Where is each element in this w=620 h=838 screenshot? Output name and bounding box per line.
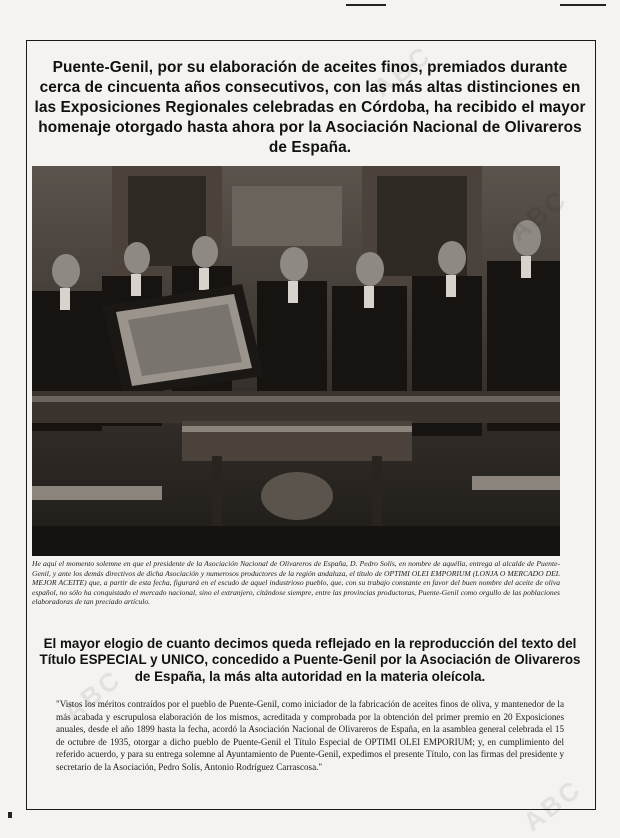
title-text-quote: "Vistos los méritos contraídos por el pueblo de Puente-Genil, como iniciador de la fabricación de aceites finos de oliva, y mantenedor de la más acabada y escrupulosa elaboración de los mismos, acreditada y comprobada por la obtención del primer premio en 20 Exposiciones anuales, desde el año 1899 hasta la fecha, acordó la Asociación Nacional de Olivareros de España, en la asamblea general celebrada el 15 de octubre de 1935, otorgar a dicho pueblo de Puente-Genil el Título Especial de OPTIMI OLEI EMPORIUM; y, en cumplimiento del referido acuerdo, y para su entrega solemne al Ayuntamiento de Puente-Genil, expedimos el presente Título, con las firmas del presidente y secretario de la Asociación, Pedro Solís, Antonio Rodríguez Carrascosa." — [56, 699, 564, 772]
top-rule-1 — [346, 4, 386, 6]
headline: Puente-Genil, por su elaboración de aceites finos, premiados durante cerca de cincuenta años consecutivos, con las más altas distinciones en las Exposiciones Regionales celebradas en Córdoba, ha recibido el mayor homenaje otorgado hasta ahora por la Asociación Nacional de Olivareros de España. — [34, 59, 586, 156]
photo-caption: He aquí el momento solemne en que el presidente de la Asociación Nacional de Olivareros de España, D. Pedro Solís, en nombre de aquélla, entrega al alcalde de Puente-Genil, y ante los demás directivos de dicha Asociación y numerosos productores de la región andaluza, el título de OPTIMI OLEI EMPORIUM (LONJA O MERCADO DEL MEJOR ACEITE) que, a partir de esta fecha, figurará en el escudo de aquel industrioso pueblo, que, con su trabajo constante en favor del buen nombre del aceite de oliva español, no sólo ha conquistado el mercado nacional, sino el extranjero, citándose siempre, entre las provincias productoras, Puente-Genil como orgullo de las poblaciones elaboradoras de tan preciado artículo. — [32, 559, 560, 607]
ceremony-photo — [32, 166, 560, 556]
ceremony-photo-illustration — [32, 166, 560, 556]
watermark-text: ABC — [367, 39, 438, 104]
subheadline: El mayor elogio de cuanto decimos queda reflejado en la reproducción del texto del Título ESPECIAL y UNICO, concedido a Puente-Genil por la Asociación de Olivareros de España, la más alta autoridad en la materia oleícola. — [39, 636, 581, 684]
watermark-text: ABC — [503, 183, 574, 248]
watermark-text: ABC — [57, 663, 128, 728]
top-rule-2 — [560, 4, 606, 6]
page-edge-mark — [8, 812, 12, 818]
watermark-text: ABC — [517, 773, 588, 838]
